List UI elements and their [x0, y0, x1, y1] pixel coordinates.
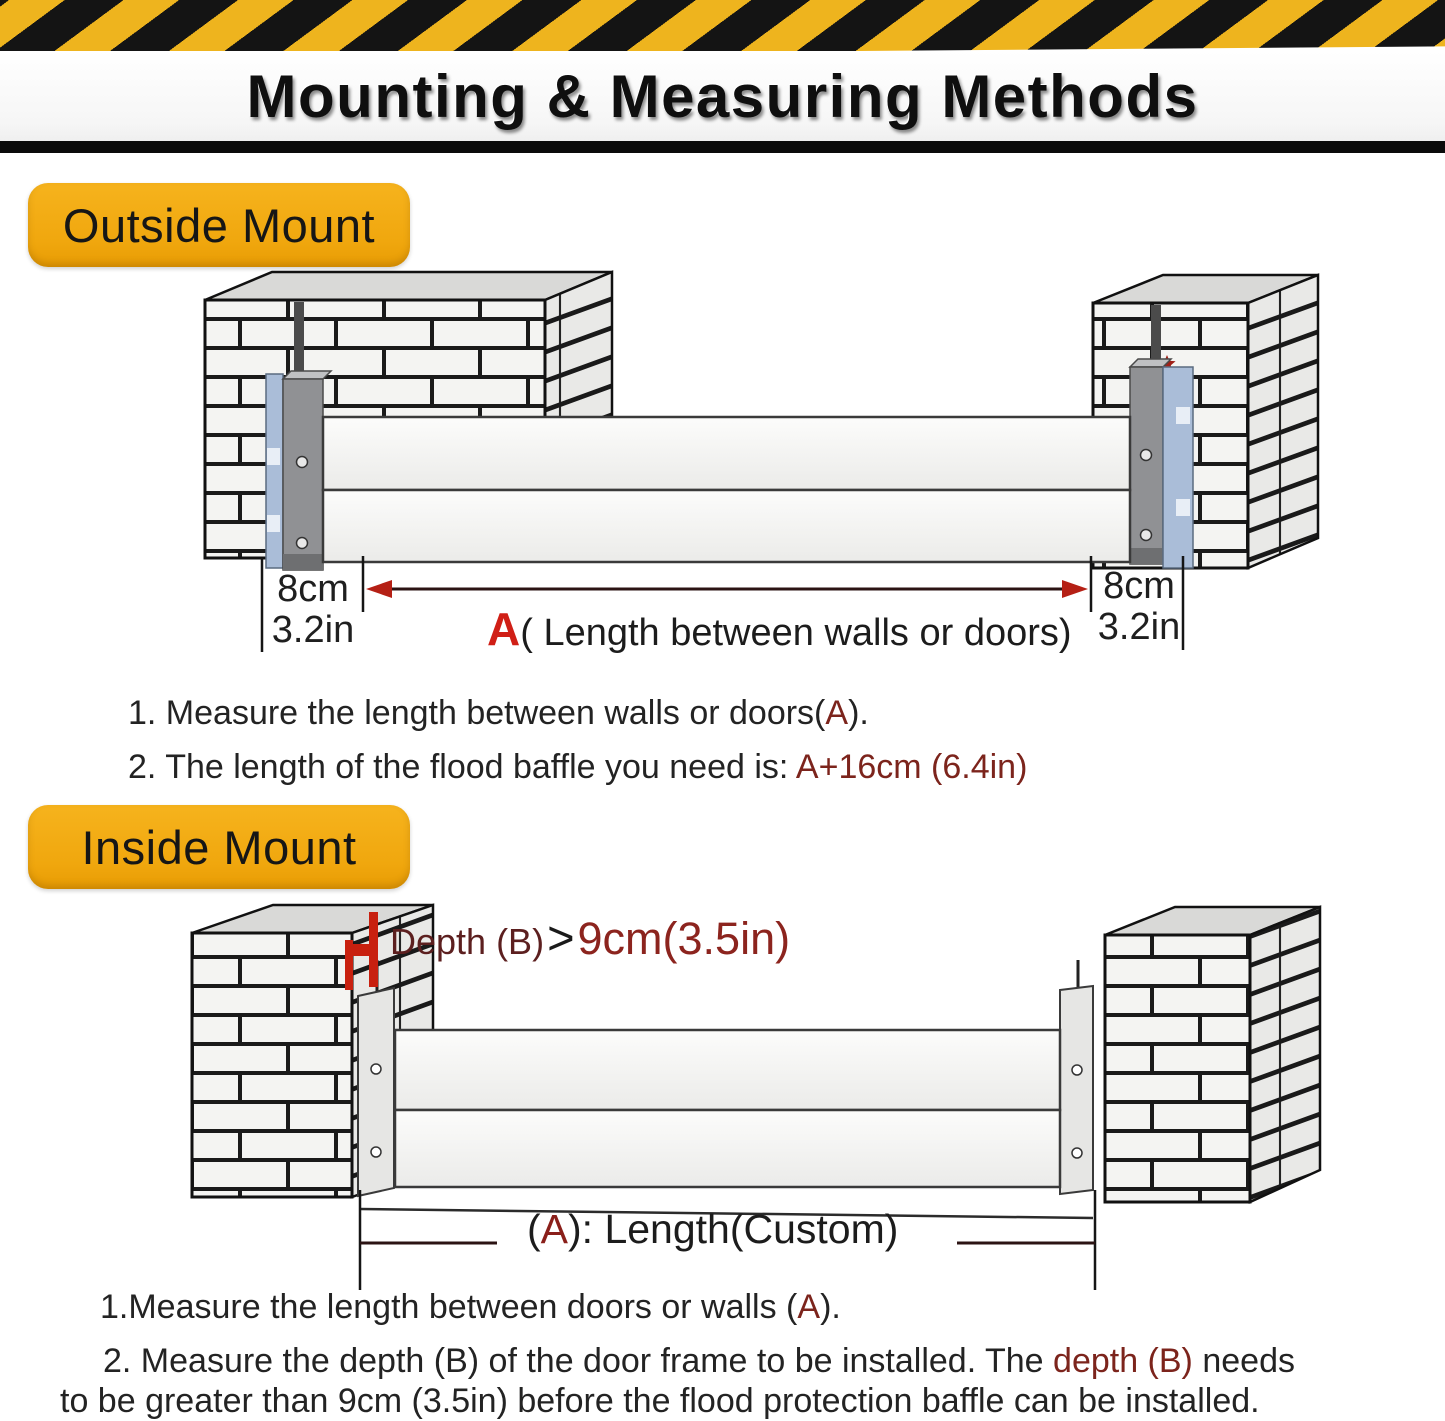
outside-mount-badge: [28, 183, 410, 267]
custom-length-label: (A): Length(Custom): [527, 1206, 899, 1252]
inside-step-2-line-2: to be greater than 9cm (3.5in) before the flood protection baffle can be installed.: [60, 1382, 1260, 1420]
screw-hole: [371, 1147, 381, 1157]
right-mounting-channel: [1060, 960, 1093, 1194]
right-brick-pillar: [1105, 907, 1320, 1202]
screw-hole: [297, 538, 308, 549]
screw-hole: [1141, 450, 1152, 461]
left-mounting-channel: [266, 371, 331, 570]
double-headed-arrow-icon: [366, 580, 1088, 598]
flood-barrier-panels: [323, 417, 1130, 562]
span-length-label: A( Length between walls or doors): [487, 603, 1072, 655]
left-mounting-channel: [358, 960, 394, 1196]
inside-mount-badge: [28, 805, 410, 889]
screw-hole: [1072, 1148, 1082, 1158]
depth-label: [390, 910, 790, 965]
screw-hole: [371, 1064, 381, 1074]
span-length-variable: A: [487, 603, 521, 655]
baffle-slot: [294, 302, 304, 382]
header-divider: [0, 141, 1445, 153]
header: [0, 0, 1445, 155]
outside-step-1: 1. Measure the length between walls or doors(A).: [128, 694, 869, 732]
screw-hole: [1141, 530, 1152, 541]
screw-hole: [297, 457, 308, 468]
baffle-slot: [1151, 305, 1161, 367]
left-offset-dimension: 8cm 3.2in: [271, 568, 355, 651]
right-offset-dimension: 8cm 3.2in: [1097, 565, 1181, 648]
inside-step-1: 1.Measure the length between doors or walls (A).: [100, 1288, 841, 1326]
depth-value: 9cm(3.5in): [577, 913, 791, 964]
inside-step-2-line-1: 2. Measure the depth (B) of the door frame to be installed. The depth (B) needs: [103, 1342, 1295, 1380]
greater-than-sign: >: [547, 911, 575, 964]
outside-step-2: 2. The length of the flood baffle you need is: A+16cm (6.4in): [128, 748, 1028, 786]
outside-mount-steps: [128, 694, 1027, 786]
flood-barrier-panels: [395, 1030, 1060, 1187]
length-variable: A: [540, 1206, 569, 1252]
hazard-stripe-icon: [0, 0, 1445, 58]
page-title: Mounting & Measuring Methods: [246, 62, 1199, 130]
right-mounting-channel: [1130, 359, 1193, 568]
outside-mount-badge-label: Outside Mount: [62, 198, 376, 252]
depth-name: Depth (B): [390, 921, 545, 962]
inside-mount-badge-label: Inside Mount: [81, 820, 357, 874]
screw-hole: [1072, 1065, 1082, 1075]
title-band: [0, 51, 1445, 141]
